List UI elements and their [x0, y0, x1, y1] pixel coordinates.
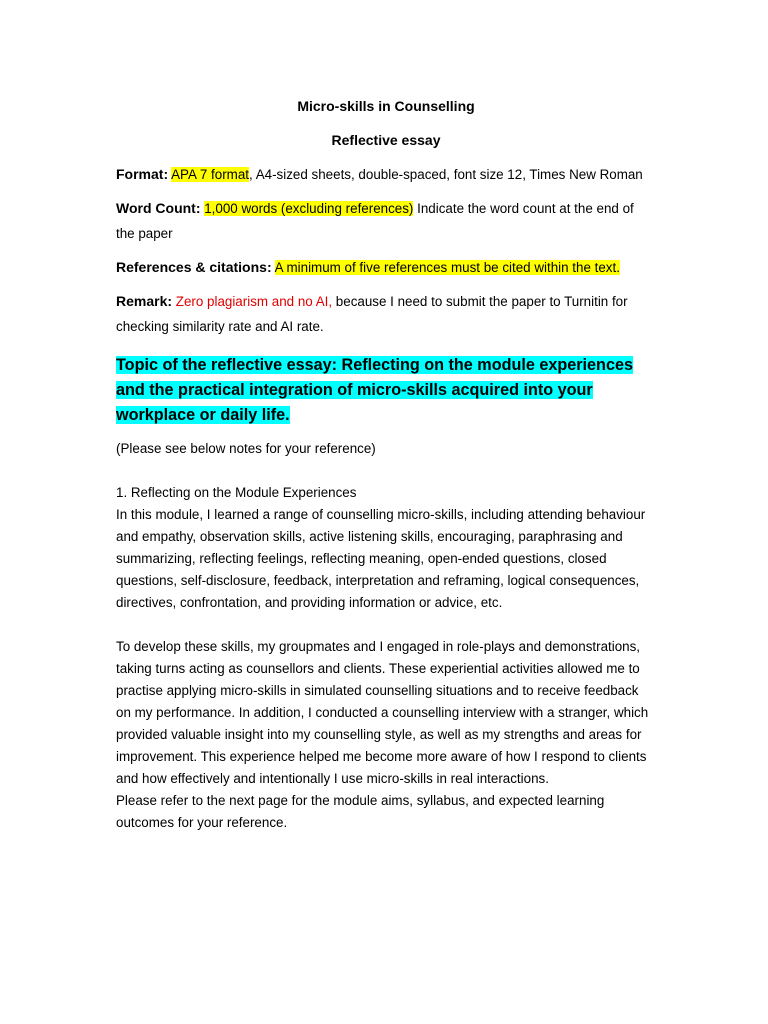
word-count-line: [116, 196, 656, 246]
format-rest: , A4-sized sheets, double-spaced, font size 12, Times New Roman: [249, 167, 643, 182]
section-1-continued: [116, 636, 656, 834]
references-highlight: A minimum of five references must be cited within the text.: [274, 260, 620, 275]
section-1-paragraph-2: To develop these skills, my groupmates and I engaged in role-plays and demonstrations, taking turns acting as counsellors and clients. These experiential activities allowed me to practise applying micro-skills in simulated counselling situations and to receive feedback on my performance. In addition, I conducted a counselling interview with a stranger, which provided valuable insight into my counselling style, as well as my strengths and areas for improvement. This experience helped me become more aware of how I respond to clients and how effectively and intentionally I use micro-skills in real interactions.: [116, 639, 649, 786]
section-1-paragraph-1: In this module, I learned a range of counselling micro-skills, including attending behaviour and empathy, observation skills, active listening skills, encouraging, paraphrasing and summarizing, reflecting feelings, reflecting meaning, open-ended questions, closed questions, self-disclosure, feedback, interpretation and reframing, logical consequences, directives, confrontation, and providing information or advice, etc.: [116, 507, 646, 610]
format-label: Format:: [116, 166, 169, 182]
word-count-highlight: 1,000 words (excluding references): [204, 201, 414, 216]
section-1: [116, 482, 656, 614]
word-count-label: Word Count:: [116, 200, 201, 216]
remark-rest: because I need to submit the paper to Turnitin for checking similarity rate and AI rate.: [116, 294, 628, 334]
reference-note: (Please see below notes for your reference): [116, 441, 376, 456]
document-title: Micro-skills in Counselling: [297, 98, 475, 114]
word-count-rest: Indicate the word count at the end of the paper: [116, 201, 634, 241]
essay-topic-text: Topic of the reflective essay: Reflecting on the module experiences and the practical integration of micro-skills acquired into your workplace or daily life.: [116, 356, 633, 424]
format-highlight: APA 7 format: [171, 167, 250, 182]
remark-line: [116, 289, 656, 339]
document-subtitle: Reflective essay: [331, 132, 441, 148]
remark-label: Remark:: [116, 293, 173, 309]
references-label: References & citations:: [116, 259, 272, 275]
section-1-paragraph-3: Please refer to the next page for the module aims, syllabus, and expected learning outcomes for your reference.: [116, 793, 605, 830]
section-1-heading: 1. Reflecting on the Module Experiences: [116, 485, 357, 500]
essay-topic: [116, 353, 656, 428]
document-page: [116, 96, 656, 834]
references-line: [116, 255, 656, 280]
format-line: [116, 162, 656, 187]
remark-red-text: Zero plagiarism and no AI,: [175, 294, 333, 309]
